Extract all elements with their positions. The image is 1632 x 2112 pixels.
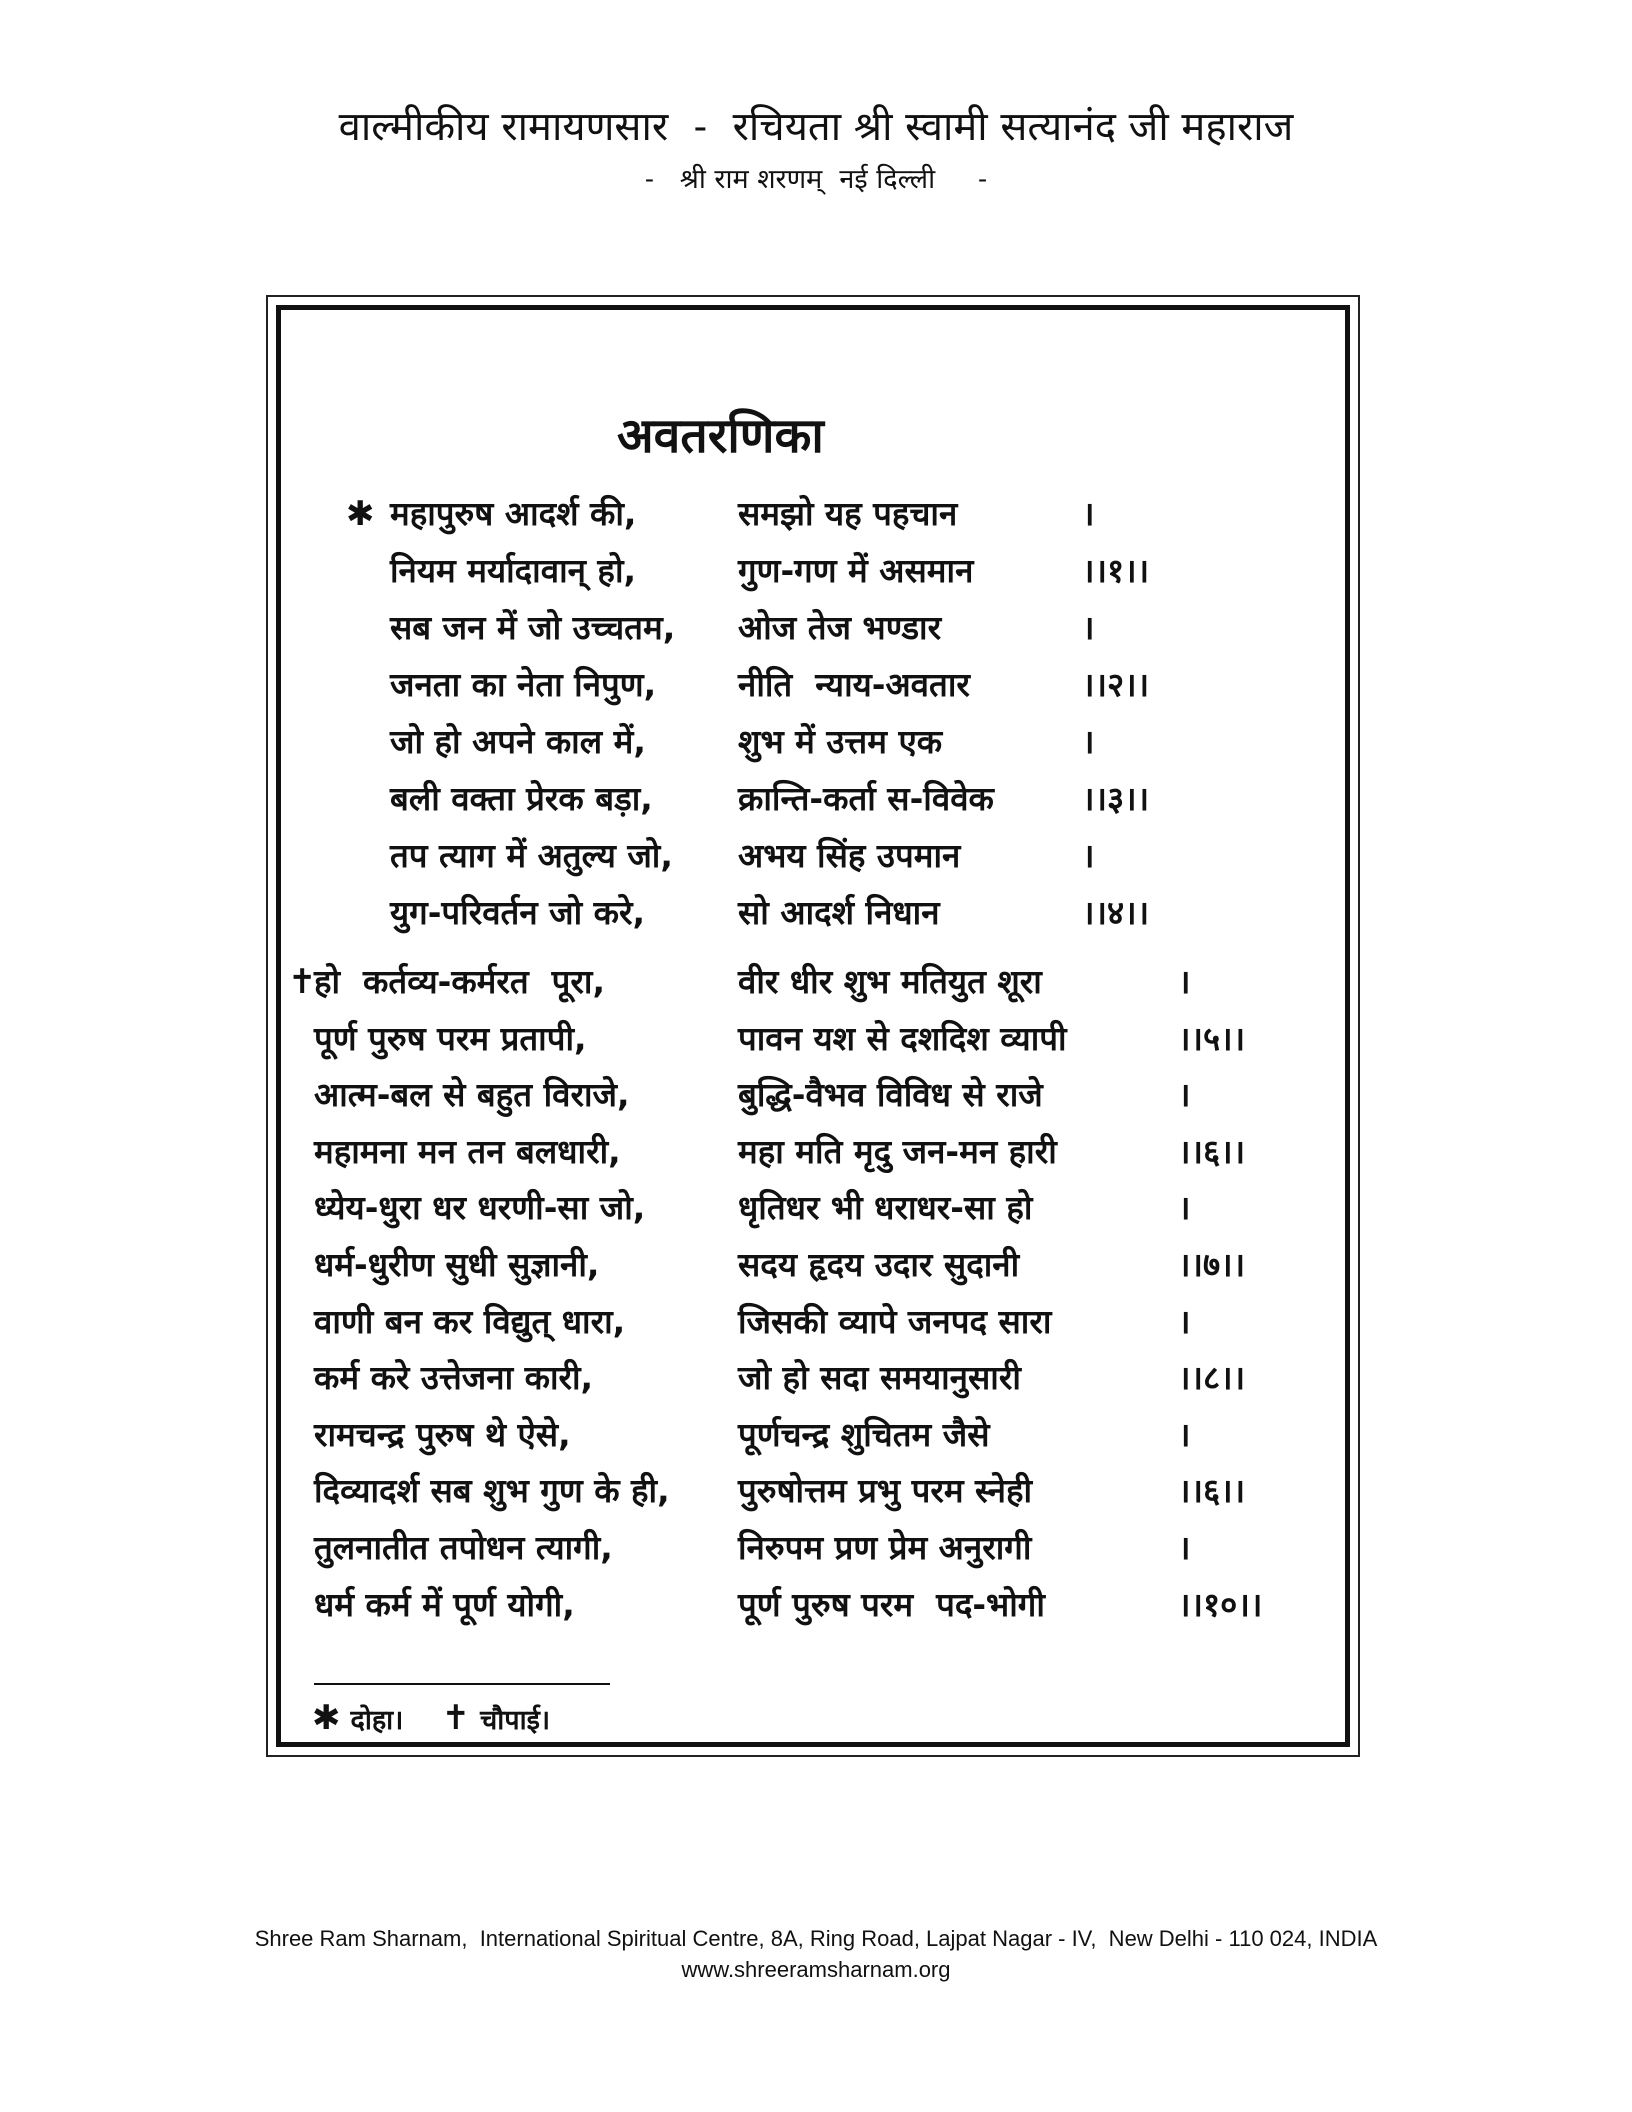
verse-second-half: नीति न्याय-अवतार bbox=[738, 665, 970, 704]
verse-number: ।।४।। bbox=[1082, 893, 1150, 932]
verse-second-half: ओज तेज भण्डार bbox=[738, 608, 942, 647]
verse-second-half: सदय हृदय उदार सुदानी bbox=[738, 1245, 1020, 1284]
page-header bbox=[0, 100, 1632, 202]
chaupai-label: चौपाई। bbox=[480, 1705, 551, 1736]
verse-second-half: पूर्ण पुरुष परम पद-भोगी bbox=[738, 1585, 1045, 1624]
verse-first-half: धर्म कर्म में पूर्ण योगी, bbox=[314, 1585, 575, 1624]
verse-second-half: सो आदर्श निधान bbox=[738, 893, 940, 932]
verse-second-half: शुभ में उत्तम एक bbox=[738, 722, 943, 761]
verse-first-half: नियम मर्यादावान् हो, bbox=[390, 551, 637, 590]
verse-number: ।।५।। bbox=[1178, 1019, 1246, 1058]
verse-first-half: बली वक्ता प्रेरक बड़ा, bbox=[390, 779, 653, 818]
verse-second-half: क्रान्ति-कर्ता स-विवेक bbox=[738, 779, 994, 818]
footer-website: www.shreeramsharnam.org bbox=[681, 1957, 951, 1982]
verse-number: ।।८।। bbox=[1178, 1358, 1246, 1397]
doha-asterisk-icon: ✱ bbox=[346, 494, 375, 534]
footer-address: Shree Ram Sharnam, International Spiritual Centre, 8A, Ring Road, Lajpat Nagar - IV, New Delhi - 110 024, INDIA bbox=[254, 1926, 1378, 1951]
verse-number: । bbox=[1178, 1528, 1191, 1567]
verse-second-half: पावन यश से दशदिश व्यापी bbox=[738, 1019, 1067, 1058]
chaupai-mark-icon: ✝ bbox=[441, 1698, 471, 1738]
page-footer bbox=[0, 1923, 1632, 1985]
verse-first-half: पूर्ण पुरुष परम प्रतापी, bbox=[314, 1019, 587, 1058]
verse-number: ।।३।। bbox=[1082, 779, 1150, 818]
verse-number: । bbox=[1178, 1188, 1191, 1227]
verse-first-half: युग-परिवर्तन जो करे, bbox=[390, 893, 646, 932]
page-subtitle: - श्री राम शरणम् नई दिल्ली - bbox=[644, 164, 988, 195]
verse-number: ।।१।। bbox=[1082, 551, 1150, 590]
verse-first-half: महामना मन तन बलधारी, bbox=[314, 1132, 621, 1171]
verse-second-half: वीर धीर शुभ मतियुत शूरा bbox=[738, 962, 1042, 1001]
verse-number: । bbox=[1082, 722, 1095, 761]
verse-first-half: सब जन में जो उच्चतम, bbox=[390, 608, 676, 647]
verse-second-half: जिसकी व्यापे जनपद सारा bbox=[738, 1302, 1052, 1341]
chaupai-cross-icon: ✝ bbox=[288, 962, 317, 1002]
verse-first-half: रामचन्द्र पुरुष थे ऐसे, bbox=[314, 1415, 571, 1454]
verse-number: । bbox=[1082, 608, 1095, 647]
verse-second-half: महा मति मृदु जन-मन हारी bbox=[738, 1132, 1057, 1171]
verse-first-half: धर्म-धुरीण सुधी सुज्ञानी, bbox=[314, 1245, 600, 1284]
verse-second-half: जो हो सदा समयानुसारी bbox=[738, 1358, 1021, 1397]
verse-first-half: जो हो अपने काल में, bbox=[390, 722, 646, 761]
verse-number: । bbox=[1178, 962, 1191, 1001]
verse-second-half: बुद्धि-वैभव विविध से राजे bbox=[738, 1075, 1043, 1114]
verse-second-half: पुरुषोत्तम प्रभु परम स्नेही bbox=[738, 1471, 1033, 1510]
verse-first-half: वाणी बन कर विद्युत् धारा, bbox=[314, 1302, 626, 1341]
verse-number: । bbox=[1082, 836, 1095, 875]
verse-number: । bbox=[1178, 1415, 1191, 1454]
verse-second-half: निरुपम प्रण प्रेम अनुरागी bbox=[738, 1528, 1032, 1567]
verse-first-half: तुलनातीत तपोधन त्यागी, bbox=[314, 1528, 613, 1567]
verse-second-half: समझो यह पहचान bbox=[738, 494, 958, 533]
footnote-legend bbox=[312, 1698, 560, 1741]
page-title: वाल्मीकीय रामायणसार - रचियता श्री स्वामी सत्यानंद जी महाराज bbox=[338, 104, 1294, 150]
verse-first-half: कर्म करे उत्तेजना कारी, bbox=[314, 1358, 594, 1397]
verse-first-half: आत्म-बल से बहुत विराजे, bbox=[314, 1075, 630, 1114]
verse-first-half: तप त्याग में अतुल्य जो, bbox=[390, 836, 673, 875]
verse-first-half: हो कर्तव्य-कर्मरत पूरा, bbox=[314, 962, 606, 1001]
footnote-rule bbox=[314, 1683, 610, 1685]
verse-number: । bbox=[1082, 494, 1095, 533]
verse-second-half: गुण-गण में असमान bbox=[738, 551, 974, 590]
doha-mark-icon: ✱ bbox=[312, 1698, 341, 1738]
verse-second-half: अभय सिंह उपमान bbox=[738, 836, 961, 875]
verse-first-half: दिव्यादर्श सब शुभ गुण के ही, bbox=[314, 1471, 670, 1510]
verse-first-half: ध्येय-धुरा धर धरणी-सा जो, bbox=[314, 1188, 646, 1227]
verse-number: । bbox=[1178, 1075, 1191, 1114]
verse-number: । bbox=[1178, 1302, 1191, 1341]
section-title: अवतरणिका bbox=[617, 408, 824, 464]
verse-number: ।।६।। bbox=[1178, 1471, 1246, 1510]
verse-first-half: महापुरुष आदर्श की, bbox=[390, 494, 637, 533]
verse-number: ।।७।। bbox=[1178, 1245, 1246, 1284]
verse-first-half: जनता का नेता निपुण, bbox=[390, 665, 657, 704]
verse-number: ।।२।। bbox=[1082, 665, 1150, 704]
verse-number: ।।६।। bbox=[1178, 1132, 1246, 1171]
verse-second-half: धृतिधर भी धराधर-सा हो bbox=[738, 1188, 1033, 1227]
verse-second-half: पूर्णचन्द्र शुचितम जैसे bbox=[738, 1415, 990, 1454]
verse-number: ।।१०।। bbox=[1178, 1585, 1263, 1624]
doha-label: दोहा। bbox=[350, 1705, 404, 1736]
